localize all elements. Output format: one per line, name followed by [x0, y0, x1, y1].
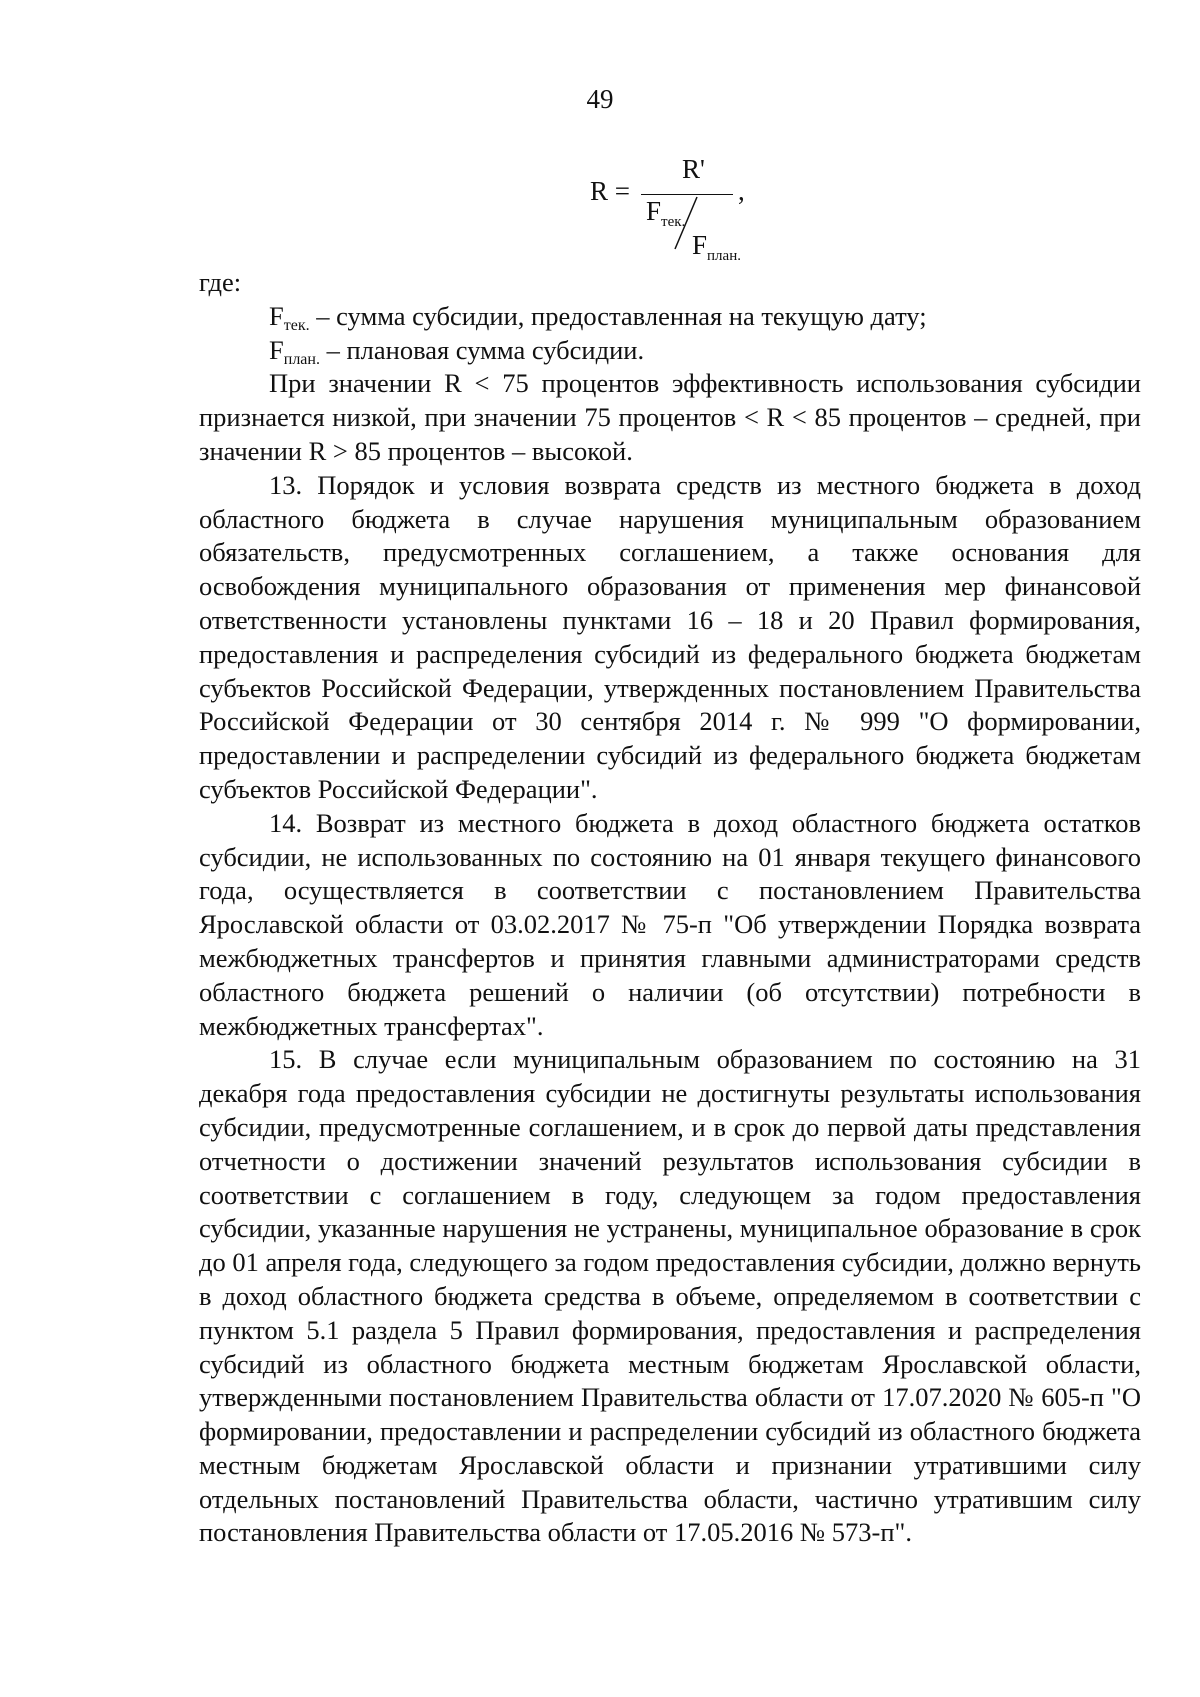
f-tek-subscript: тек.	[661, 214, 686, 230]
formula-comma: ,	[738, 176, 745, 206]
efficiency-formula	[570, 150, 790, 265]
f-plan-symbol: F	[692, 230, 708, 260]
f-tek-symbol: F	[646, 196, 662, 226]
paragraph-efficiency-thresholds: При значении R < 75 процентов эффективность использования субсидии признается низкой, при значении 75 процентов < R < 85 процентов – средней, при значении R > 85 процентов – высокой.	[199, 368, 1141, 466]
paragraph-14: 14. Возврат из местного бюджета в доход областного бюджета остатков субсидии, не использованных по состоянию на 01 января текущего финансового года, осуществляется в соответствии с постановлением Правительства Ярославской области от 03.02.2017 № 75-п "Об утверждении Порядка возврата межбюджетных трансфертов и принятия главными администраторами средств областного бюджета решений о наличии (об отсутствии) потребности в межбюджетных трансфертах".	[199, 807, 1141, 1041]
formula-f-plan	[692, 230, 741, 265]
definition-symbol: F	[269, 334, 284, 365]
paragraph-15: 15. В случае если муниципальным образованием по состоянию на 31 декабря года предоставления субсидии не достигнуты результаты использования субсидии, предусмотренные соглашением, и в срок до первой даты представления отчетности о достижении значений результатов использования субсидии в соответствии с соглашением в году, следующем за годом предоставления субсидии, указанные нарушения не устранены, муниципальное образование в срок до 01 апреля года, следующего за годом предоставления субсидии, должно вернуть в доход областного бюджета средства в объеме, определяемом в соответствии с пунктом 5.1 раздела 5 Правил формирования, предоставления и распределения субсидий из областного бюджета местным бюджетам Ярославской области, утвержденными постановлением Правительства области от 17.07.2020 № 605-п "О формировании, предоставлении и распределении субсидий из областного бюджета местным бюджетам Ярославской области и признании утратившими силу отдельных постановлений Правительства области, частично утратившим силу постановления Правительства области от 17.05.2016 № 573-п".	[199, 1044, 1141, 1548]
f-plan-subscript: план.	[707, 248, 741, 264]
definition-f-tek	[199, 300, 1141, 334]
definition-symbol: F	[269, 300, 284, 331]
page-number: 49	[586, 84, 614, 114]
definition-text: – плановая сумма субсидии.	[319, 334, 645, 365]
definition-f-plan	[199, 334, 1141, 368]
definition-text: – сумма субсидии, предоставленная на текущую дату;	[309, 300, 927, 331]
where-label: где:	[199, 267, 242, 297]
definition-subscript: тек.	[283, 316, 310, 334]
paragraph-13: 13. Порядок и условия возврата средств из местного бюджета в доход областного бюджета в случае нарушения муниципальным образованием обязательств, предусмотренных соглашением, а также основания для освобождения муниципального образования от применения мер финансовой ответственности установлены пунктами 16 – 18 и 20 Правил формирования, предоставления и распределения субсидий из федерального бюджета бюджетам субъектов Российской Федерации, утвержденных постановлением Правительства Российской Федерации от 30 сентября 2014 г. № 999 "О формировании, предоставлении и распределении субсидий из федерального бюджета бюджетам субъектов Российской Федерации".	[199, 469, 1141, 804]
definition-subscript: план.	[283, 350, 320, 368]
formula-lhs: R =	[590, 176, 630, 206]
formula-numerator: R'	[682, 154, 705, 184]
document-body	[199, 266, 1141, 1550]
